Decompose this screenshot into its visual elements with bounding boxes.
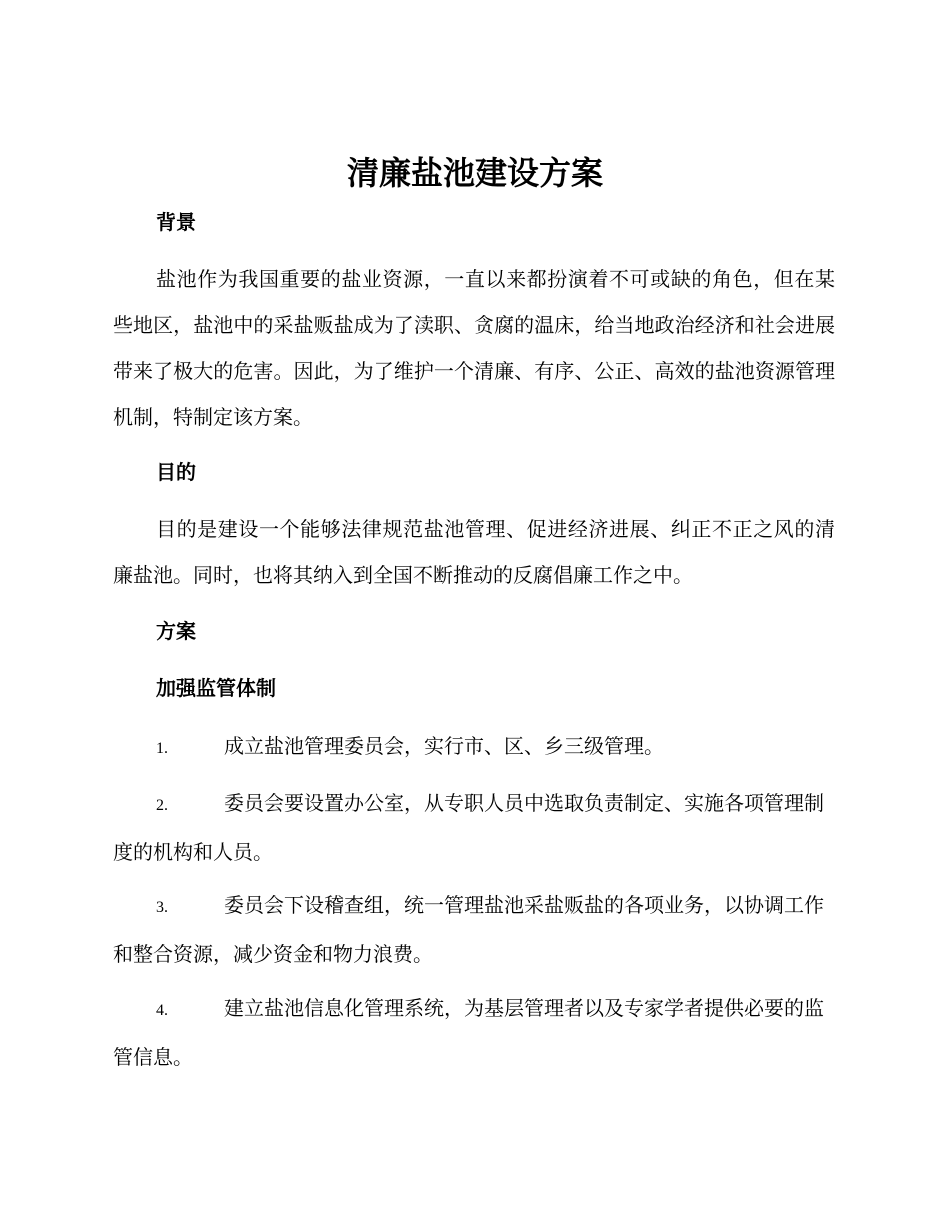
subheading-supervision: 加强监管体制 bbox=[156, 676, 276, 700]
list-item bbox=[113, 723, 835, 772]
purpose-paragraph: 目的是建设一个能够法律规范盐池管理、促进经济进展、纠正不正之风的清廉盐池。同时，也将其纳入到全国不断推动的反腐倡廉工作之中。 bbox=[113, 517, 835, 587]
list-item-number: 4. bbox=[156, 1002, 168, 1019]
section-heading-purpose: 目的 bbox=[156, 460, 196, 484]
list-item-text: 委员会下设稽查组，统一管理盐池采盐贩盐的各项业务，以协调工作和整合资源，减少资金和物力浪费。 bbox=[113, 893, 824, 966]
list-item-number: 1. bbox=[156, 740, 168, 757]
list-item bbox=[113, 882, 835, 977]
section-heading-plan: 方案 bbox=[156, 619, 196, 643]
list-item-number: 2. bbox=[156, 797, 168, 814]
list-item-number: 3. bbox=[156, 899, 168, 916]
list-item-text: 委员会要设置办公室，从专职人员中选取负责制定、实施各项管理制度的机构和人员。 bbox=[113, 791, 824, 864]
list-item-text: 建立盐池信息化管理系统，为基层管理者以及专家学者提供必要的监管信息。 bbox=[113, 996, 824, 1069]
background-paragraph: 盐池作为我国重要的盐业资源，一直以来都扮演着不可或缺的角色，但在某些地区，盐池中的采盐贩盐成为了渎职、贪腐的温床，给当地政治经济和社会进展带来了极大的危害。因此，为了维护一个清廉、有序、公正、高效的盐池资源管理机制，特制定该方案。 bbox=[113, 267, 835, 429]
list-item bbox=[113, 985, 835, 1080]
section-heading-background: 背景 bbox=[156, 210, 196, 234]
list-item-text: 成立盐池管理委员会，实行市、区、乡三级管理。 bbox=[224, 734, 664, 758]
list-item bbox=[113, 780, 835, 875]
document-title: 清廉盐池建设方案 bbox=[346, 154, 603, 192]
